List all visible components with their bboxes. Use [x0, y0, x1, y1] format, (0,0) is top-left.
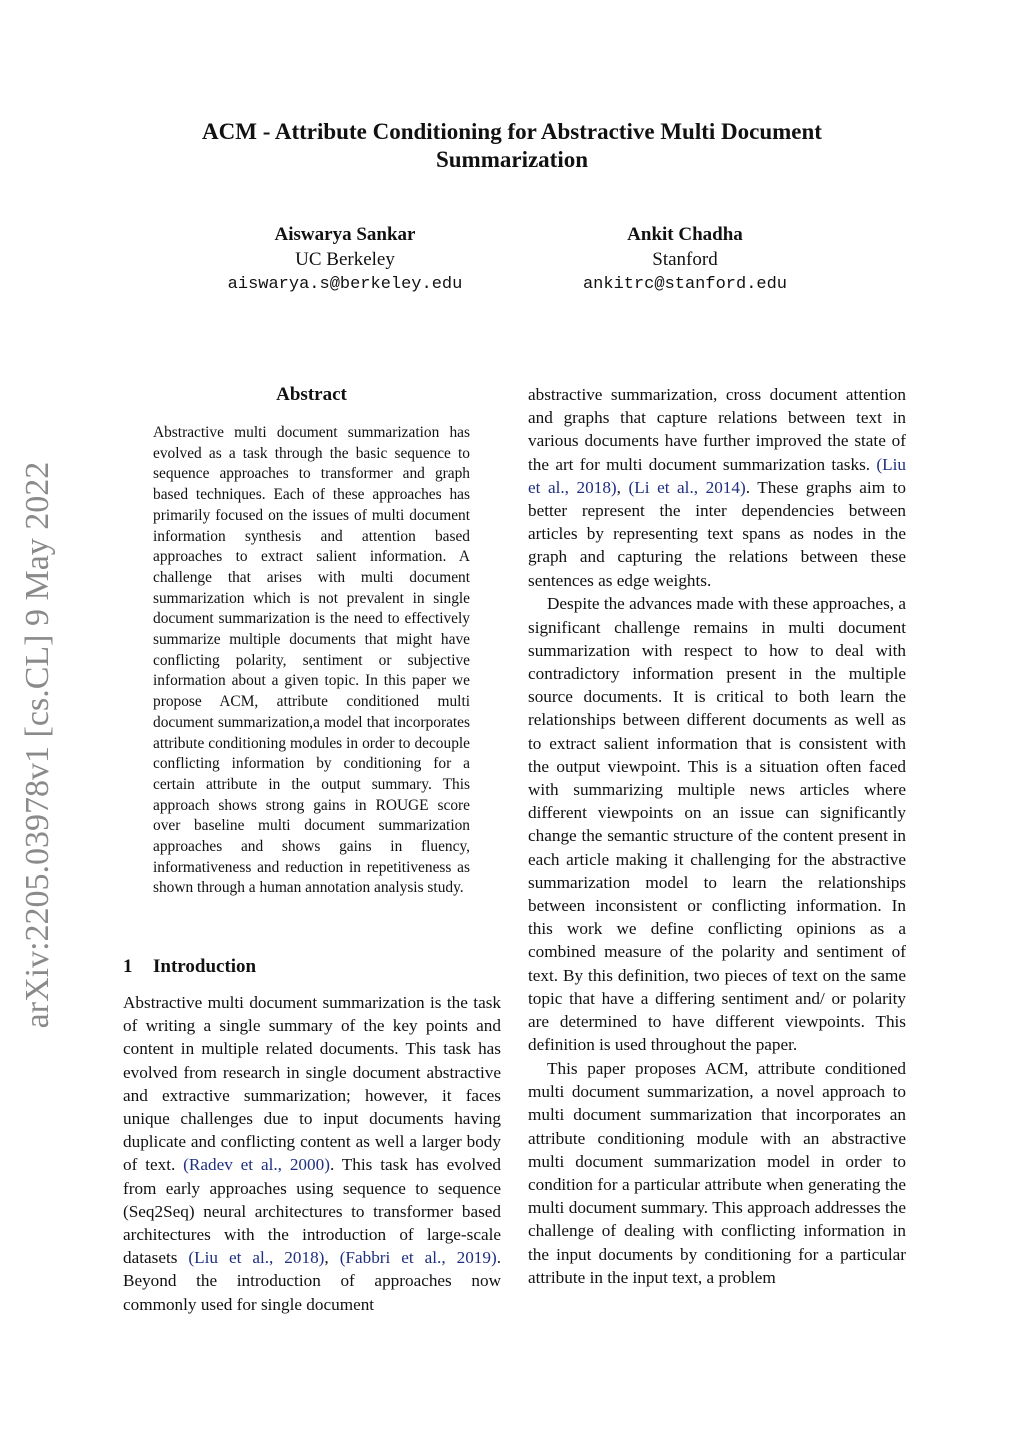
paper-title-line-2: Summarization	[435, 147, 589, 172]
right-column	[528, 383, 906, 1289]
section-heading-introduction	[123, 955, 256, 979]
author-block-1	[185, 222, 505, 297]
arxiv-stamp: arXiv:2205.03978v1 [cs.CL] 9 May 2022	[19, 461, 56, 1029]
abstract-heading: Abstract	[276, 384, 347, 405]
abstract-text: Abstractive multi document summarization has evolved as a task through the basic sequence to sequence approaches to transformer and graph based techniques. Each of these approaches has primarily focused on the issues of multi document information synthesis and attention based approaches to extract salient information. A challenge that arises with multi document summarization which is not prevalent in single document summarization is the need to effectively summarize multiple documents that might have conflicting polarity, sentiment or subjective information about a given topic. In this paper we propose ACM, attribute conditioned multi document summarization,a model that incorporates attribute conditioning modules in order to decouple conflicting information by conditioning for a certain attribute in the output summary. This approach shows strong gains in ROUGE score over baseline multi document summarization approaches and shows gains in fluency, informativeness and reduction in repetitiveness as shown through a human annotation analysis study.	[153, 424, 470, 897]
author-affiliation: UC Berkeley	[295, 249, 395, 270]
author-block-2	[525, 222, 845, 297]
section-title: Introduction	[153, 956, 257, 977]
author-email: aiswarya.s@berkeley.edu	[227, 275, 463, 294]
paper-title	[120, 118, 904, 174]
citation-link[interactable]: (Liu et al., 2018)	[528, 454, 906, 497]
intro-text-split: . Beyond the introduction of approaches now commonly used for single document	[123, 1248, 501, 1314]
intro-paragraph-1-continued	[528, 383, 906, 592]
intro-paragraph-3: This paper proposes ACM, attribute conditioned multi document summarization, a novel approach to multi document summarization that incorporates an attribute conditioning module with an abstractive multi document summarization model in order to condition for a particular attribute when generating the multi document summary. This approach addresses the challenge of dealing with conflicting information in the input documents by conditioning for a particular attribute in the input text, a problem	[528, 1058, 906, 1287]
section-number: 1	[123, 956, 133, 977]
author-email: ankitrc@stanford.edu	[582, 275, 788, 294]
intro-text: . These graphs aim to better represent the inter dependencies between articles by representing text spans as nodes in the graph and capturing the relations between these sentences as edge weights.	[528, 477, 906, 590]
citation-link[interactable]: (Li et al., 2014)	[628, 477, 746, 497]
citation-link[interactable]: (Fabbri et al., 2019)	[339, 1248, 497, 1268]
intro-paragraph-2: Despite the advances made with these approaches, a significant challenge remains in multi document summarization with respect to how to deal with contradictory information present in the multiple source documents. It is critical to both learn the relationships between different documents as well as to extract salient information that is consistent with the output viewpoint. This is a situation often faced with summarizing multiple news articles where different viewpoints on an issue can significantly change the semantic structure of the content present in each article making it challenging for the abstractive summarization model to learn the relationships between inconsistent or conflicting information. In this work we define conflicting opinions as a combined measure of the polarity and sentiment of text. By this definition, two pieces of text on the same topic that have a differing sentiment and/ or polarity are determined to have different viewpoints. This definition is used throughout the paper.	[528, 594, 906, 1055]
citation-link[interactable]: (Radev et al., 2000)	[183, 1155, 330, 1175]
intro-text: ,	[616, 477, 629, 497]
citation-link[interactable]: (Liu et al., 2018)	[188, 1248, 325, 1268]
intro-text: ,	[324, 1248, 340, 1268]
paper-title-line-1: ACM - Attribute Conditioning for Abstractive Multi Document	[202, 119, 822, 144]
intro-text-split: abstractive summarization, cross document attention and graphs that capture relations between text in various documents have further improved the state of the art for multi document summarization tasks.	[528, 385, 906, 474]
intro-paragraph-1-start	[123, 991, 501, 1316]
intro-paragraph-1-left	[123, 991, 501, 1316]
author-name: Aiswarya Sankar	[274, 224, 416, 245]
author-name: Ankit Chadha	[627, 224, 743, 245]
intro-text: . This task has evolved from early approaches using sequence to sequence (Seq2Seq) neural architectures to transformer based architectures with the introduction of large-scale datasets	[123, 1155, 501, 1268]
author-affiliation: Stanford	[652, 249, 718, 270]
intro-text: Abstractive multi document summarization is the task of writing a single summary of the key points and content in multiple related documents. This task has evolved from research in single document abstractive and extractive summarization; however, it faces unique challenges due to input documents having duplicate and conflicting content as well a larger body of text.	[123, 993, 501, 1175]
